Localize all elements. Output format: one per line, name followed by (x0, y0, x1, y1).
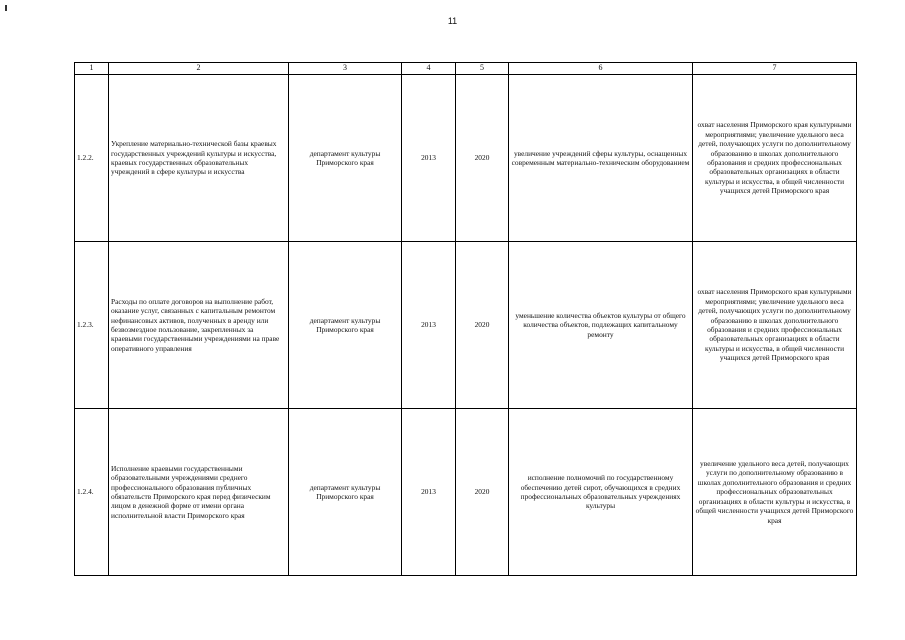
expected-result: уменьшение количества объектов культуры от общего количества объектов, подлежащих капитальному ремонту (509, 242, 693, 409)
header-row (75, 63, 857, 75)
expected-result: увеличение учреждений сферы культуры, оснащенных современным материально-техническим оборудованием (509, 75, 693, 242)
row-number: 1.2.4. (75, 409, 109, 576)
scan-speck (5, 5, 7, 11)
end-year: 2020 (456, 242, 509, 409)
header-cell-4: 4 (402, 63, 456, 75)
end-year: 2020 (456, 75, 509, 242)
table-row (75, 242, 857, 409)
header-cell-6: 6 (509, 63, 693, 75)
executor: департамент культуры Приморского края (289, 75, 402, 242)
target-indicator: охват населения Приморского края культурными мероприятиями; увеличение удельного веса детей, получающих услуги по дополнительному образованию в школах дополнительного образования и средних профессиональных образовательных организациях в области культуры и искусства, в общей численности учащихся детей Приморского края (693, 75, 857, 242)
measure-name: Исполнение краевыми государственными образовательными учреждениями среднего профессионального образования публичных обязательств Приморского края перед физическим лицом в денежной форме от имени органа исполнительной власти Приморского края (109, 409, 289, 576)
measure-name: Укрепление материально-технической базы краевых государственных учреждений культуры и искусства, краевых государственных образовательных учреждений в сфере культуры и искусства (109, 75, 289, 242)
program-measures-table (74, 62, 857, 576)
row-number: 1.2.2. (75, 75, 109, 242)
header-cell-3: 3 (289, 63, 402, 75)
table-row (75, 409, 857, 576)
header-cell-7: 7 (693, 63, 857, 75)
start-year: 2013 (402, 409, 456, 576)
measure-name: Расходы по оплате договоров на выполнение работ, оказание услуг, связанных с капитальным ремонтом нефинансовых активов, полученных в аренду или безвозмездное пользование, закрепленных за краевыми государственными учреждениями на праве оперативного управления (109, 242, 289, 409)
page-number: 11 (447, 16, 458, 26)
header-cell-1: 1 (75, 63, 109, 75)
expected-result: исполнение полномочий по государственному обеспечению детей сирот, обучающихся в средних профессиональных образовательных учреждениях культуры (509, 409, 693, 576)
header-cell-2: 2 (109, 63, 289, 75)
target-indicator: охват населения Приморского края культурными мероприятиями; увеличение удельного веса детей, получающих услуги по дополнительному образованию в школах дополнительного образования и средних профессиональных образовательных организациях в области культуры и искусства, в общей численности учащихся детей Приморского края (693, 242, 857, 409)
executor: департамент культуры Приморского края (289, 242, 402, 409)
target-indicator: увеличение удельного веса детей, получающих услуги по дополнительному образованию в школах дополнительного образования и средних профессиональных образовательных организациях в области культуры и искусства, в общей численности учащихся детей Приморского края (693, 409, 857, 576)
table-row (75, 75, 857, 242)
start-year: 2013 (402, 75, 456, 242)
executor: департамент культуры Приморского края (289, 409, 402, 576)
header-cell-5: 5 (456, 63, 509, 75)
end-year: 2020 (456, 409, 509, 576)
start-year: 2013 (402, 242, 456, 409)
row-number: 1.2.3. (75, 242, 109, 409)
